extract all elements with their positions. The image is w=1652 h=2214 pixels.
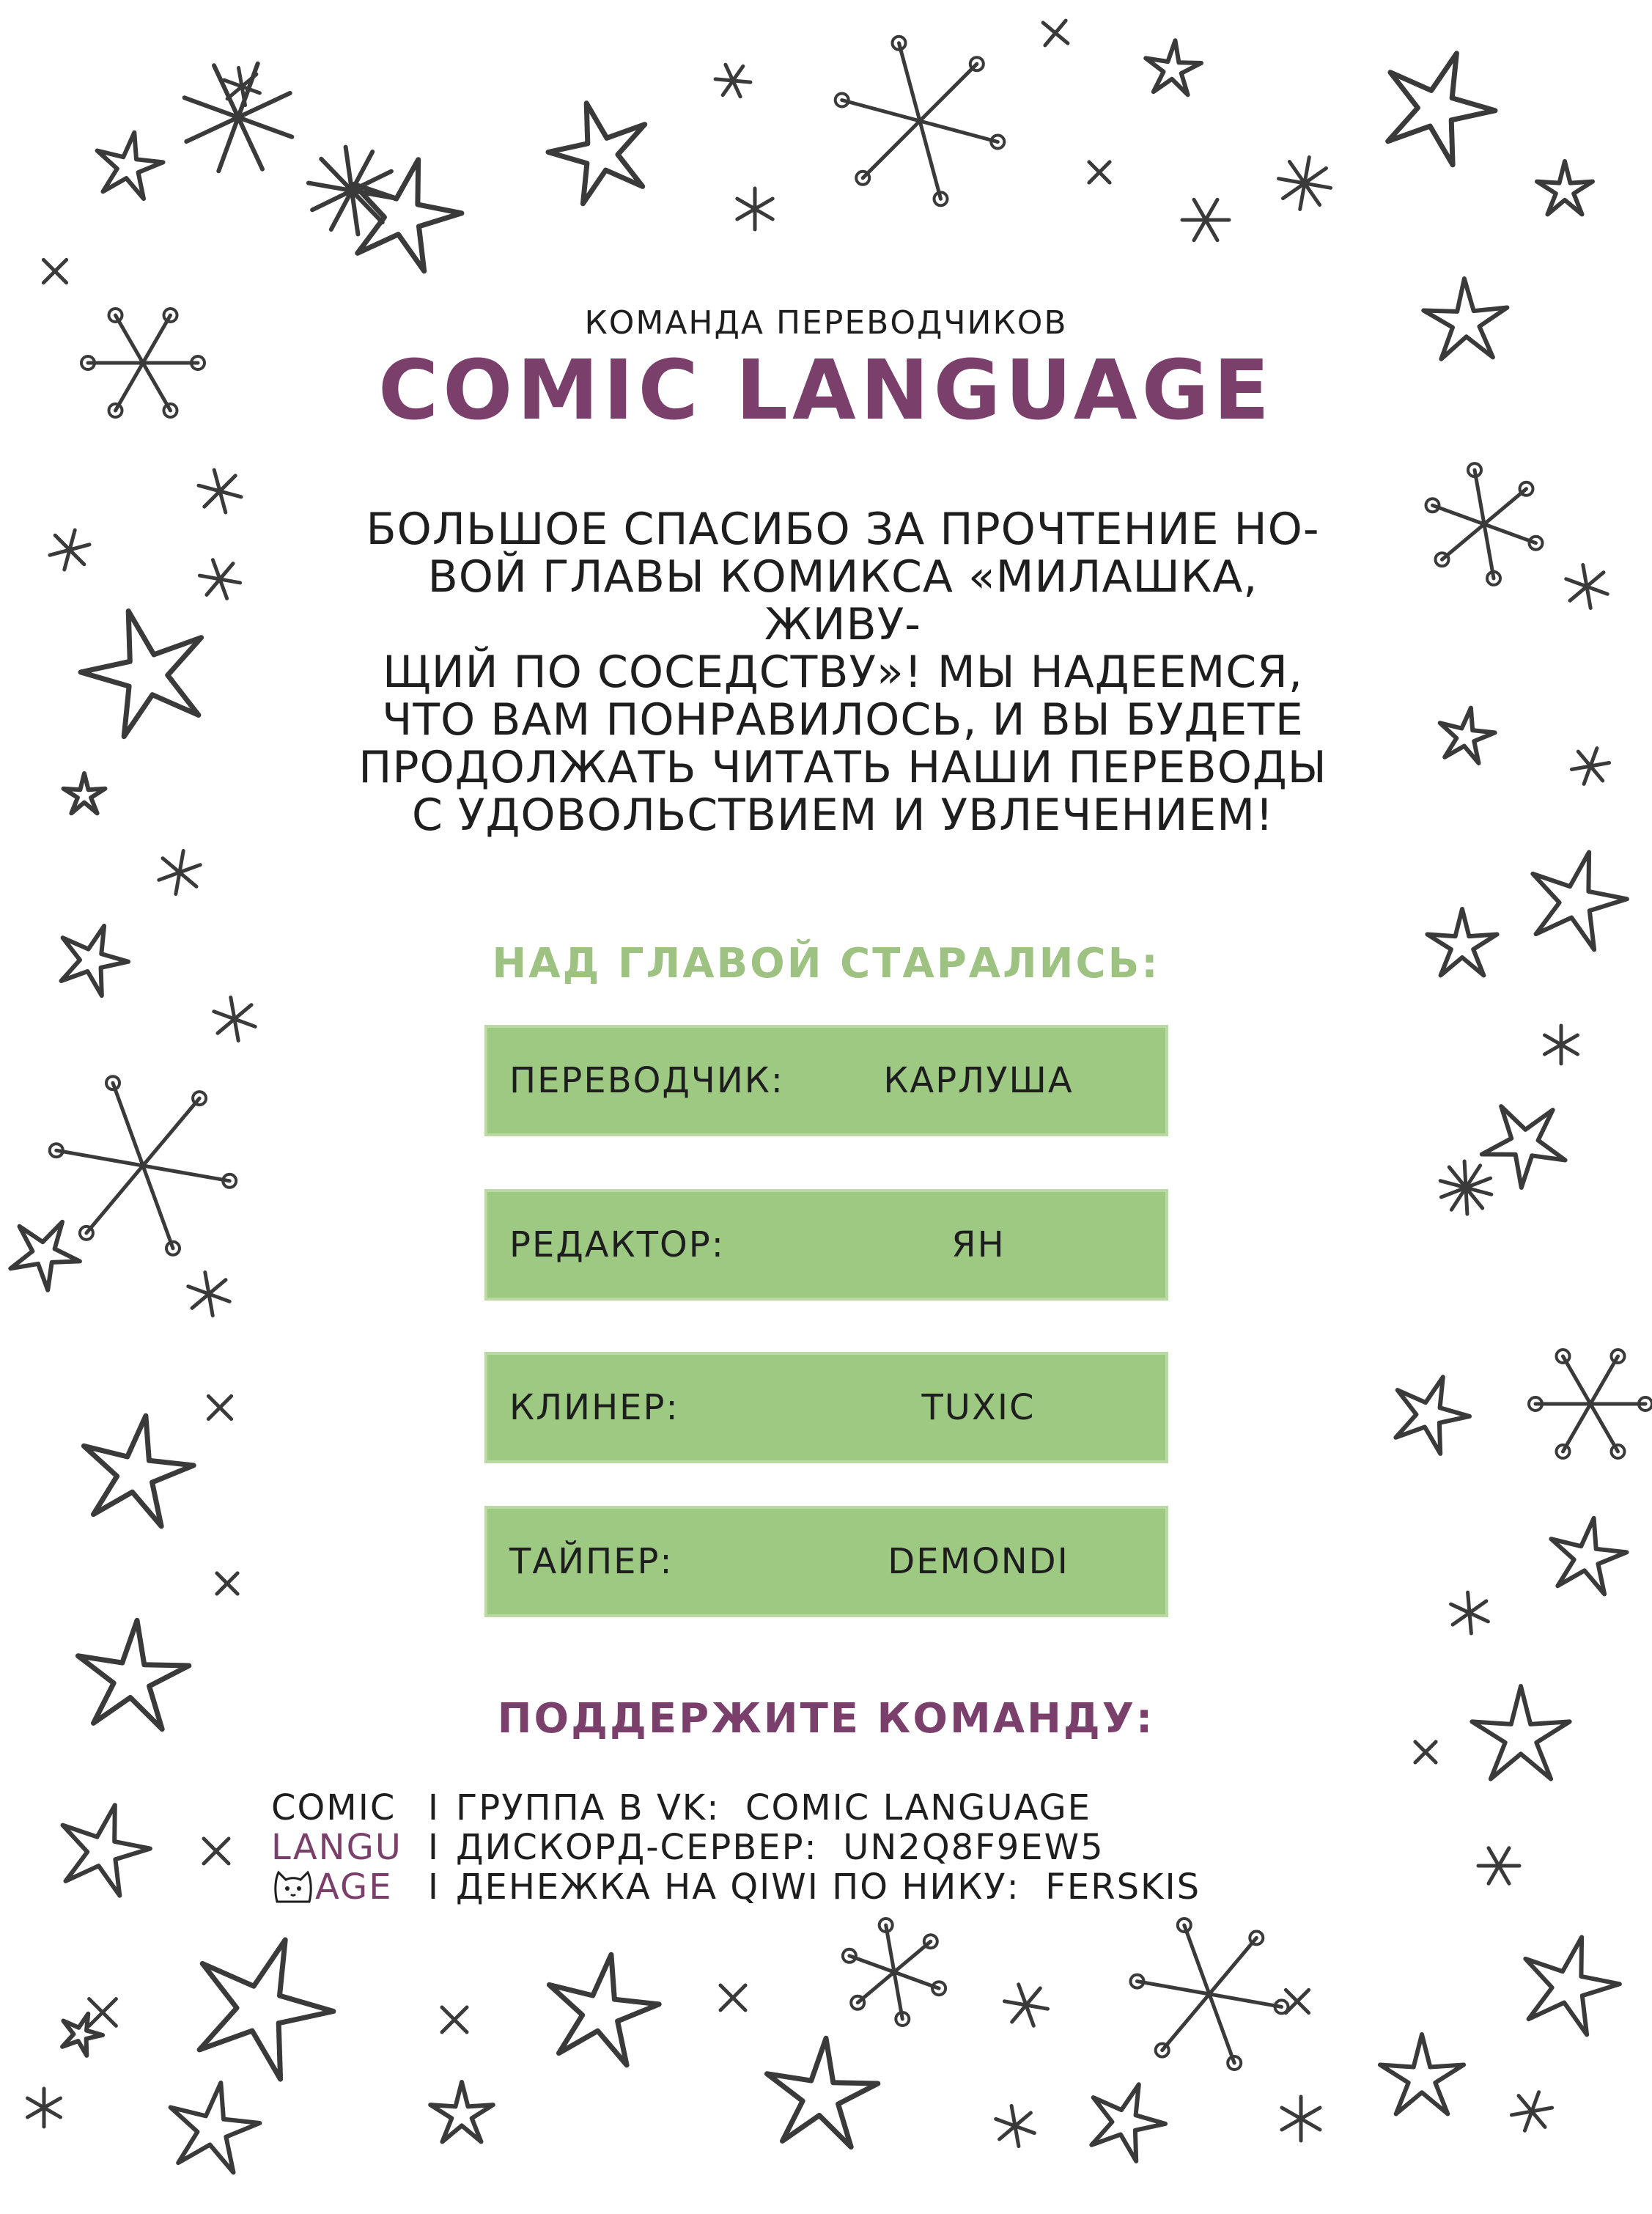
star-doodle: [1146, 40, 1201, 95]
star-doodle: [1380, 2034, 1464, 2114]
asterisk-doodle: [1478, 1848, 1519, 1883]
star-doodle: [548, 103, 645, 204]
credit-name: TUXIC: [921, 1387, 1036, 1428]
thanks-line: ПРОДОЛЖАТЬ ЧИТАТЬ НАШИ ПЕРЕВОДЫ: [358, 742, 1327, 793]
asterisk-doodle: [204, 1839, 229, 1864]
asterisk-doodle: [208, 1396, 231, 1419]
credit-name: DEMONDI: [888, 1541, 1069, 1582]
thanks-line: ЩИЙ ПО СОСЕДСТВУ»! МЫ НАДЕЕМСЯ,: [383, 647, 1303, 698]
star-doodle: [1395, 1377, 1470, 1454]
credit-role: ПЕРЕВОДЧИК:: [509, 1060, 784, 1101]
star-doodle: [199, 1940, 333, 2079]
snowflake-doodle: [1131, 1919, 1288, 2070]
asterisk-doodle: [1566, 565, 1607, 608]
credits-heading: НАД ГЛАВОЙ СТАРАЛИСЬ:: [492, 940, 1160, 988]
asterisk-doodle: [217, 1573, 237, 1594]
asterisk-doodle: [1415, 1742, 1436, 1762]
asterisk-doodle: [1286, 1990, 1308, 2012]
asterisk-doodle: [1279, 158, 1331, 210]
asterisk-doodle: [1511, 2092, 1552, 2131]
thanks-line: ВОЙ ГЛАВЫ КОМИКСА «МИЛАШКА, ЖИВУ-: [427, 551, 1258, 650]
team-label: КОМАНДА ПЕРЕВОДЧИКОВ: [584, 304, 1068, 342]
asterisk-doodle: [1282, 2097, 1320, 2141]
logo-text-with-cat: [271, 1865, 412, 1909]
support-label: ГРУППА В VK:: [456, 1787, 720, 1828]
asterisk-doodle: [309, 147, 395, 235]
asterisk-doodle: [715, 65, 751, 97]
separator: I: [427, 1867, 440, 1908]
thanks-line: С УДОВОЛЬСТВИЕМ И УВЛЕЧЕНИЕМ!: [411, 790, 1275, 841]
asterisk-doodle: [50, 530, 89, 570]
asterisk-doodle: [996, 2105, 1035, 2146]
star-doodle: [1388, 54, 1495, 165]
asterisk-doodle: [1571, 749, 1609, 784]
credit-role: ТАЙПЕР:: [509, 1541, 674, 1582]
support-link-qiwi[interactable]: FERSKIS: [1045, 1867, 1201, 1908]
star-doodle: [97, 133, 163, 199]
star-doodle: [10, 1222, 80, 1290]
star-doodle: [549, 1954, 659, 2065]
snowflake-doodle: [836, 37, 1005, 206]
asterisk-doodle: [89, 1999, 117, 2026]
support-link-vk[interactable]: COMIC LANGUAGE: [745, 1787, 1092, 1828]
asterisk-doodle: [214, 998, 255, 1041]
asterisk-doodle: [737, 188, 772, 229]
support-heading: ПОДДЕРЖИТЕ КОМАНДУ:: [497, 1695, 1155, 1743]
star-doodle: [1482, 1106, 1566, 1188]
credit-role: КЛИНЕР:: [509, 1387, 679, 1428]
credit-row-cleaner: [487, 1355, 1165, 1460]
asterisk-doodle: [199, 560, 240, 599]
star-doodle: [354, 160, 462, 271]
asterisk-doodle: [43, 260, 66, 282]
asterisk-doodle: [1005, 1985, 1048, 2026]
star-doodle: [81, 611, 202, 737]
credit-name: ЯН: [951, 1224, 1006, 1265]
thanks-line: ЧТО ВАМ ПОНРАВИЛОСЬ, И ВЫ БУДЕТЕ: [382, 694, 1304, 746]
asterisk-doodle: [185, 64, 292, 172]
asterisk-doodle: [1043, 21, 1068, 45]
support-line-discord: [271, 1825, 1105, 1869]
support-label: ДИСКОРД-СЕРВЕР:: [456, 1827, 818, 1868]
support-link-discord[interactable]: UN2Q8F9EW5: [843, 1827, 1105, 1868]
asterisk-doodle: [1545, 1026, 1578, 1064]
snowflake-doodle: [1529, 1350, 1652, 1458]
separator: I: [427, 1787, 440, 1828]
support-line-vk: [271, 1786, 1091, 1830]
star-doodle: [1551, 1518, 1626, 1595]
credit-role: РЕДАКТОР:: [509, 1224, 725, 1265]
star-doodle: [1537, 161, 1593, 214]
asterisk-doodle: [159, 851, 200, 894]
snowflake-doodle: [843, 1919, 945, 2026]
asterisk-doodle: [1451, 1592, 1489, 1633]
separator: I: [427, 1827, 440, 1868]
star-doodle: [1440, 708, 1495, 763]
star-doodle: [767, 2038, 878, 2147]
credit-name: КАРЛУША: [883, 1060, 1074, 1101]
snowflake-doodle: [1426, 463, 1543, 585]
asterisk-doodle: [442, 2007, 467, 2032]
asterisk-doodle: [1089, 162, 1110, 183]
support-line-qiwi: [271, 1865, 1201, 1909]
star-doodle: [84, 1416, 193, 1526]
asterisk-doodle: [28, 2089, 61, 2127]
thanks-message: [344, 506, 1341, 839]
asterisk-doodle: [720, 1985, 745, 2010]
cat-face-icon: [271, 1868, 315, 1905]
star-doodle: [171, 2083, 260, 2172]
credit-row-editor: [487, 1192, 1165, 1298]
thanks-line: БОЛЬШОЕ СПАСИБО ЗА ПРОЧТЕНИЕ НО-: [366, 504, 1320, 555]
star-doodle: [64, 773, 106, 813]
star-doodle: [1533, 852, 1627, 949]
logo-text: LANGU: [271, 1827, 402, 1868]
logo-text: COMIC: [271, 1787, 397, 1828]
asterisk-doodle: [188, 1273, 229, 1316]
asterisk-doodle: [1182, 199, 1229, 240]
star-doodle: [1525, 1937, 1620, 2034]
star-doodle: [1091, 2084, 1165, 2161]
logo-text: AGE: [315, 1867, 393, 1908]
star-doodle: [63, 1805, 150, 1896]
asterisk-doodle: [1440, 1161, 1491, 1214]
snowflake-doodle: [50, 1076, 236, 1255]
team-title: COMIC LANGUAGE: [377, 343, 1275, 438]
support-label: ДЕНЕЖКА НА QIWI ПО НИКУ:: [456, 1867, 1020, 1908]
star-doodle: [430, 2082, 493, 2141]
asterisk-doodle: [199, 470, 241, 512]
credit-row-typesetter: [487, 1509, 1165, 1614]
credit-row-translator: [487, 1028, 1165, 1133]
